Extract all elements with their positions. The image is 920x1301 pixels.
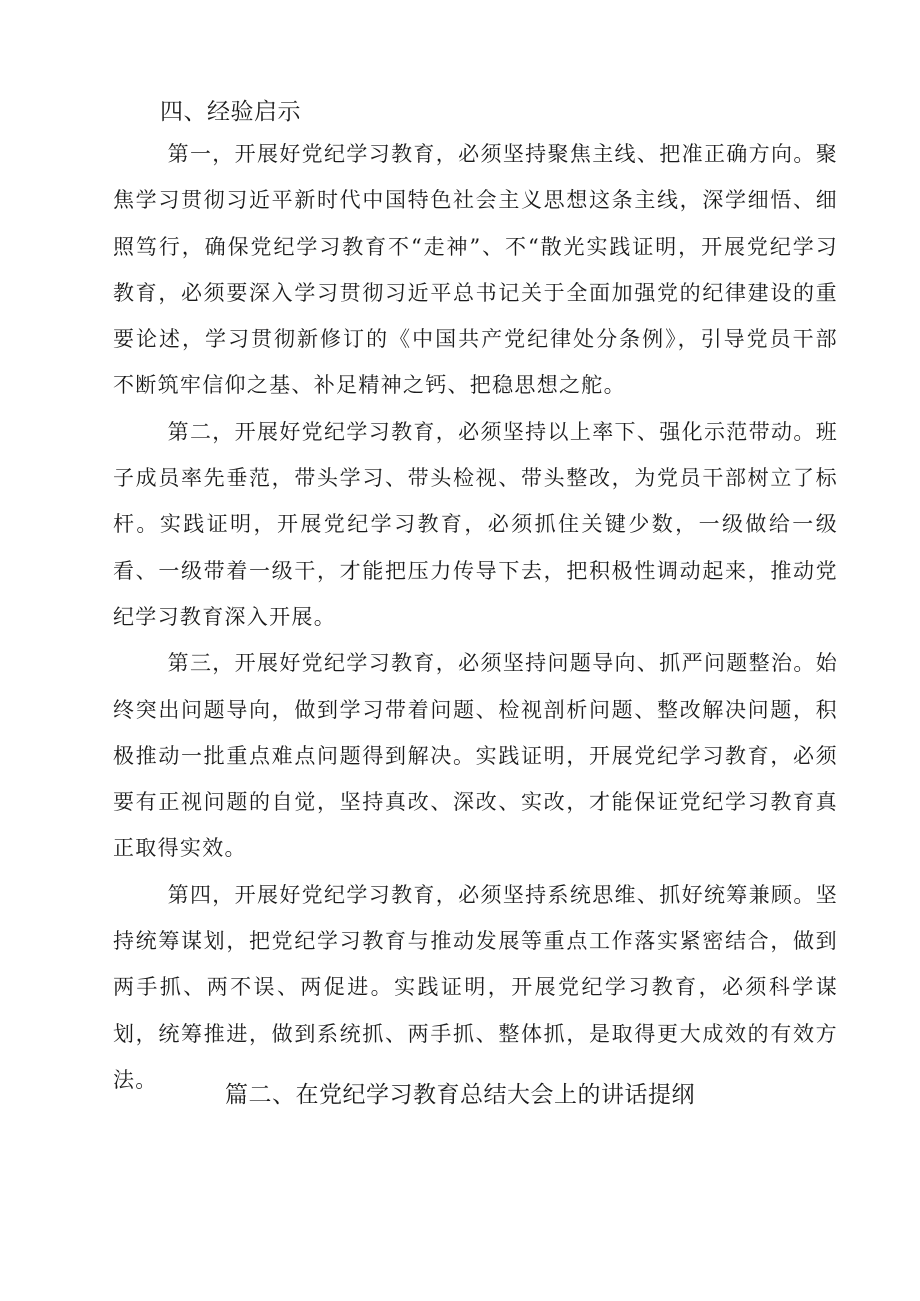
paragraph-first: 第一，开展好党纪学习教育，必须坚持聚焦主线、把准正确方向。聚焦学习贯彻习近平新时代中国特色社会主义思想这条主线，深学细悟、细照笃行，确保党纪学习教育不“走神”、不“散光实践证明，开展党纪学习教育，必须要深入学习贯彻习近平总书记关于全面加强党的纪律建设的重要论述，学习贯彻新修订的《中国共产党纪律处分条例》，引导党员干部不断筑牢信仰之基、补足精神之钙、把稳思想之舵。 [113, 142, 838, 398]
paragraph-fourth: 第四，开展好党纪学习教育，必须坚持系统思维、抓好统筹兼顾。坚持统筹谋划，把党纪学习教育与推动发展等重点工作落实紧密结合，做到两手抓、两不误、两促进。实践证明，开展党纪学习教育，必须科学谋划，统筹推进，做到系统抓、两手抓、整体抓，是取得更大成效的有效方法。 [113, 882, 838, 1092]
body-text [113, 131, 838, 1103]
paragraph-second: 第二，开展好党纪学习教育，必须坚持以上率下、强化示范带动。班子成员率先垂范，带头学习、带头检视、带头整改，为党员干部树立了标杆。实践证明，开展党纪学习教育，必须抓住关键少数，一级做给一级看、一级带着一级干，才能把压力传导下去，把积极性调动起来，推动党纪学习教育深入开展。 [113, 419, 838, 629]
section-heading: 四、经验启示 [160, 99, 301, 125]
paragraph-third: 第三，开展好党纪学习教育，必须坚持问题导向、抓严问题整治。始终突出问题导向，做到学习带着问题、检视剖析问题、整改解决问题，积极推动一批重点难点问题得到解决。实践证明，开展党纪学习教育，必须要有正视问题的自觉，坚持真改、深改、实改，才能保证党纪学习教育真正取得实效。 [113, 651, 838, 861]
next-document-title: 篇二、在党纪学习教育总结大会上的讲话提纲 [225, 1082, 695, 1108]
